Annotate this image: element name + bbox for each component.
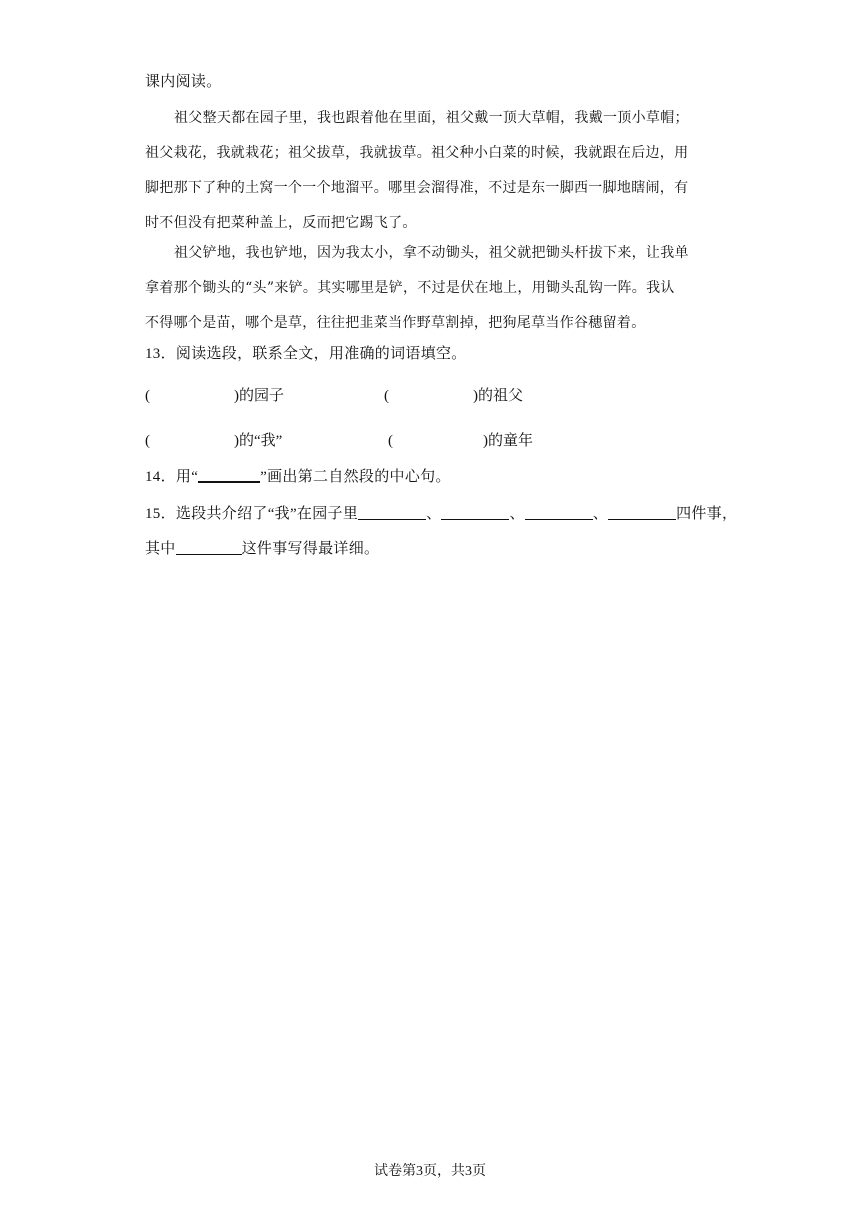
q15-blank-4[interactable] — [608, 505, 676, 520]
separator: 、 — [592, 506, 609, 522]
section-title: 课内阅读。 — [145, 74, 222, 90]
question-13: 13．阅读选段，联系全文，用准确的词语填空。 — [145, 346, 467, 362]
underline-sample — [198, 467, 260, 483]
blank-open-paren: ( — [145, 388, 150, 404]
q15-blank-5[interactable] — [176, 540, 242, 555]
passage-p2-line3: 不得哪个是苗，哪个是草，往往把韭菜当作野草割掉，把狗尾草当作谷穗留着。 — [145, 315, 646, 331]
passage-p1-line4: 时不但没有把菜种盖上，反而把它踢飞了。 — [145, 215, 417, 231]
q15-blank-2[interactable] — [441, 505, 509, 520]
blank-open-paren: ( — [388, 433, 393, 449]
q15-line2-prefix: 其中 — [145, 541, 176, 557]
blank-label: )的“我” — [234, 433, 283, 449]
q13-blank-2[interactable] — [384, 384, 523, 405]
blank-open-paren: ( — [384, 388, 389, 404]
passage-p1-line3: 脚把那下了种的土窝一个一个地溜平。哪里会溜得准，不过是东一脚西一脚地瞎闹，有 — [145, 180, 689, 196]
separator: 、 — [426, 506, 442, 522]
separator: 、 — [509, 506, 525, 522]
blank-label: )的祖父 — [473, 388, 523, 404]
blank-open-paren: ( — [145, 433, 150, 449]
page-footer: 试卷第3页，共3页 — [374, 1164, 486, 1179]
q15-line2-suffix: 这件事写得最详细。 — [241, 541, 380, 557]
blank-label: )的童年 — [483, 433, 533, 449]
passage-p2-line2: 拿着那个锄头的“头”来铲。其实哪里是铲，不过是伏在地上，用锄头乱钩一阵。我认 — [145, 280, 675, 296]
question-15-line2 — [145, 539, 715, 559]
passage-p2-line1: 祖父铲地，我也铲地，因为我太小，拿不动锄头，祖父就把锄头杆拔下来，让我单 — [174, 245, 689, 261]
question-15-line1 — [145, 504, 738, 524]
blank-label: )的园子 — [234, 388, 284, 404]
q13-blank-1[interactable] — [145, 384, 284, 405]
question-14 — [145, 467, 715, 487]
q14-prefix: 14．用“ — [145, 469, 199, 485]
q15-suffix: 四件事， — [676, 506, 738, 522]
q15-blank-1[interactable] — [358, 505, 426, 520]
q13-blank-4[interactable] — [388, 429, 533, 450]
passage-p1-line2: 祖父栽花，我就栽花；祖父拔草，我就拔草。祖父种小白菜的时候，我就跟在后边，用 — [145, 145, 689, 161]
q14-suffix: ”画出第二自然段的中心句。 — [260, 469, 451, 485]
q13-blank-3[interactable] — [145, 429, 282, 450]
q15-prefix: 15．选段共介绍了“我”在园子里 — [145, 506, 359, 522]
q15-blank-3[interactable] — [525, 505, 593, 520]
passage-p1-line1: 祖父整天都在园子里，我也跟着他在里面，祖父戴一顶大草帽，我戴一顶小草帽； — [174, 110, 689, 126]
